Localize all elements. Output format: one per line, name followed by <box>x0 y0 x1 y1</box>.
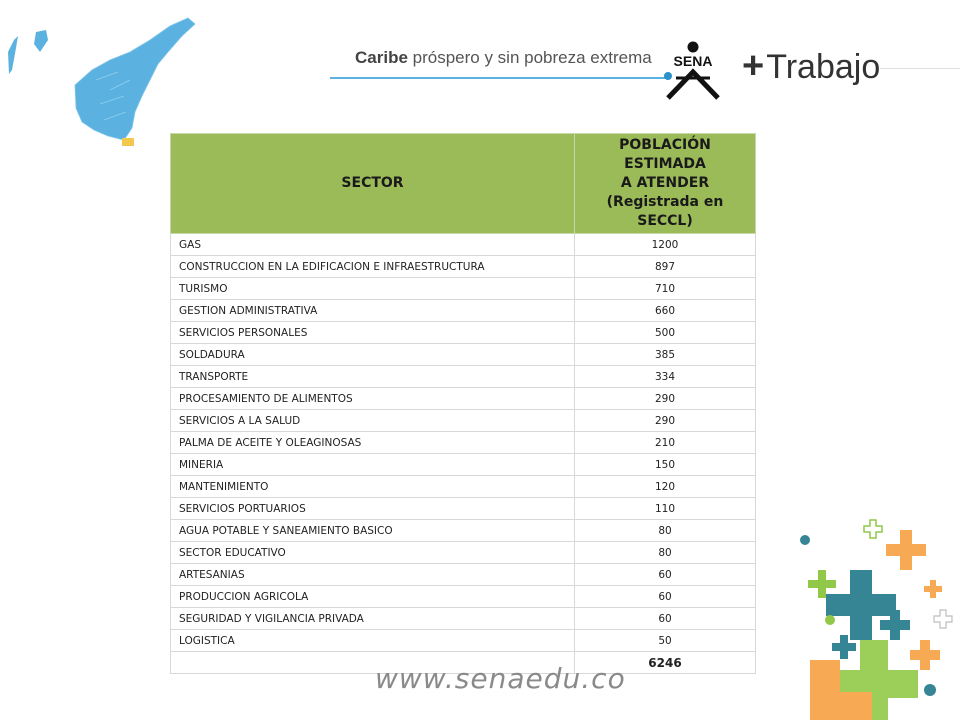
sector-cell: LOGISTICA <box>171 630 575 652</box>
sector-cell: GESTION ADMINISTRATIVA <box>171 300 575 322</box>
caribe-map-image <box>0 0 200 150</box>
population-cell: 290 <box>575 388 756 410</box>
sector-cell: SEGURIDAD Y VIGILANCIA PRIVADA <box>171 608 575 630</box>
population-cell: 150 <box>575 454 756 476</box>
population-cell: 60 <box>575 608 756 630</box>
sector-cell: AGUA POTABLE Y SANEAMIENTO BASICO <box>171 520 575 542</box>
sector-cell: SOLDADURA <box>171 344 575 366</box>
sena-logo-text: SENA <box>673 53 713 69</box>
header-poblacion-line1: POBLACIÓN ESTIMADA <box>619 137 711 172</box>
population-cell: 500 <box>575 322 756 344</box>
table-row <box>171 586 756 608</box>
population-cell: 50 <box>575 630 756 652</box>
table-row <box>171 432 756 454</box>
header-tagline <box>355 48 652 68</box>
header-poblacion-line3: (Registrada en SECCL) <box>606 194 724 229</box>
population-cell: 710 <box>575 278 756 300</box>
trabajo-text: Trabajo <box>766 48 881 86</box>
table-row <box>171 564 756 586</box>
table-row <box>171 256 756 278</box>
table-row <box>171 454 756 476</box>
table-row <box>171 542 756 564</box>
population-cell: 120 <box>575 476 756 498</box>
population-cell: 1200 <box>575 234 756 256</box>
table-row <box>171 234 756 256</box>
total-value-cell: 6246 <box>575 652 756 674</box>
table-row <box>171 608 756 630</box>
population-cell: 385 <box>575 344 756 366</box>
sector-cell: MANTENIMIENTO <box>171 476 575 498</box>
table-row <box>171 344 756 366</box>
sector-cell: ARTESANIAS <box>171 564 575 586</box>
table-row <box>171 366 756 388</box>
table-header-row <box>171 134 756 234</box>
decorative-plus-pattern <box>790 510 960 720</box>
mas-trabajo-logo <box>742 44 880 89</box>
population-cell: 60 <box>575 564 756 586</box>
population-cell: 80 <box>575 520 756 542</box>
sector-cell: TRANSPORTE <box>171 366 575 388</box>
sector-population-table <box>170 133 756 674</box>
sector-cell: CONSTRUCCION EN LA EDIFICACION E INFRAESTRUCTURA <box>171 256 575 278</box>
population-cell: 60 <box>575 586 756 608</box>
sector-cell: SECTOR EDUCATIVO <box>171 542 575 564</box>
population-cell: 660 <box>575 300 756 322</box>
sector-cell: SERVICIOS PORTUARIOS <box>171 498 575 520</box>
table-row <box>171 410 756 432</box>
header-divider-line-right <box>880 68 960 69</box>
population-cell: 290 <box>575 410 756 432</box>
table-body <box>171 234 756 674</box>
plus-icon: + <box>742 45 765 87</box>
table-row <box>171 300 756 322</box>
sector-cell: SERVICIOS A LA SALUD <box>171 410 575 432</box>
table-row <box>171 388 756 410</box>
table-row <box>171 322 756 344</box>
population-cell: 210 <box>575 432 756 454</box>
sector-cell: PRODUCCION AGRICOLA <box>171 586 575 608</box>
table-row <box>171 476 756 498</box>
population-cell: 897 <box>575 256 756 278</box>
table-row <box>171 278 756 300</box>
population-cell: 334 <box>575 366 756 388</box>
sector-cell: TURISMO <box>171 278 575 300</box>
table-row <box>171 498 756 520</box>
tagline-rest: próspero y sin pobreza extrema <box>407 48 652 67</box>
header-sector: SECTOR <box>171 134 575 234</box>
sector-cell: GAS <box>171 234 575 256</box>
header-poblacion <box>575 134 756 234</box>
footer-url: www.senaedu.co <box>375 662 626 695</box>
population-cell: 110 <box>575 498 756 520</box>
sector-cell: PROCESAMIENTO DE ALIMENTOS <box>171 388 575 410</box>
header-poblacion-line2: A ATENDER <box>620 175 710 191</box>
population-cell: 80 <box>575 542 756 564</box>
sector-cell: MINERIA <box>171 454 575 476</box>
sena-logo <box>662 38 724 100</box>
sector-cell: SERVICIOS PERSONALES <box>171 322 575 344</box>
table-row <box>171 520 756 542</box>
tagline-bold: Caribe <box>355 48 408 67</box>
sector-cell: PALMA DE ACEITE Y OLEAGINOSAS <box>171 432 575 454</box>
table-row <box>171 630 756 652</box>
header-divider-line <box>330 77 670 79</box>
